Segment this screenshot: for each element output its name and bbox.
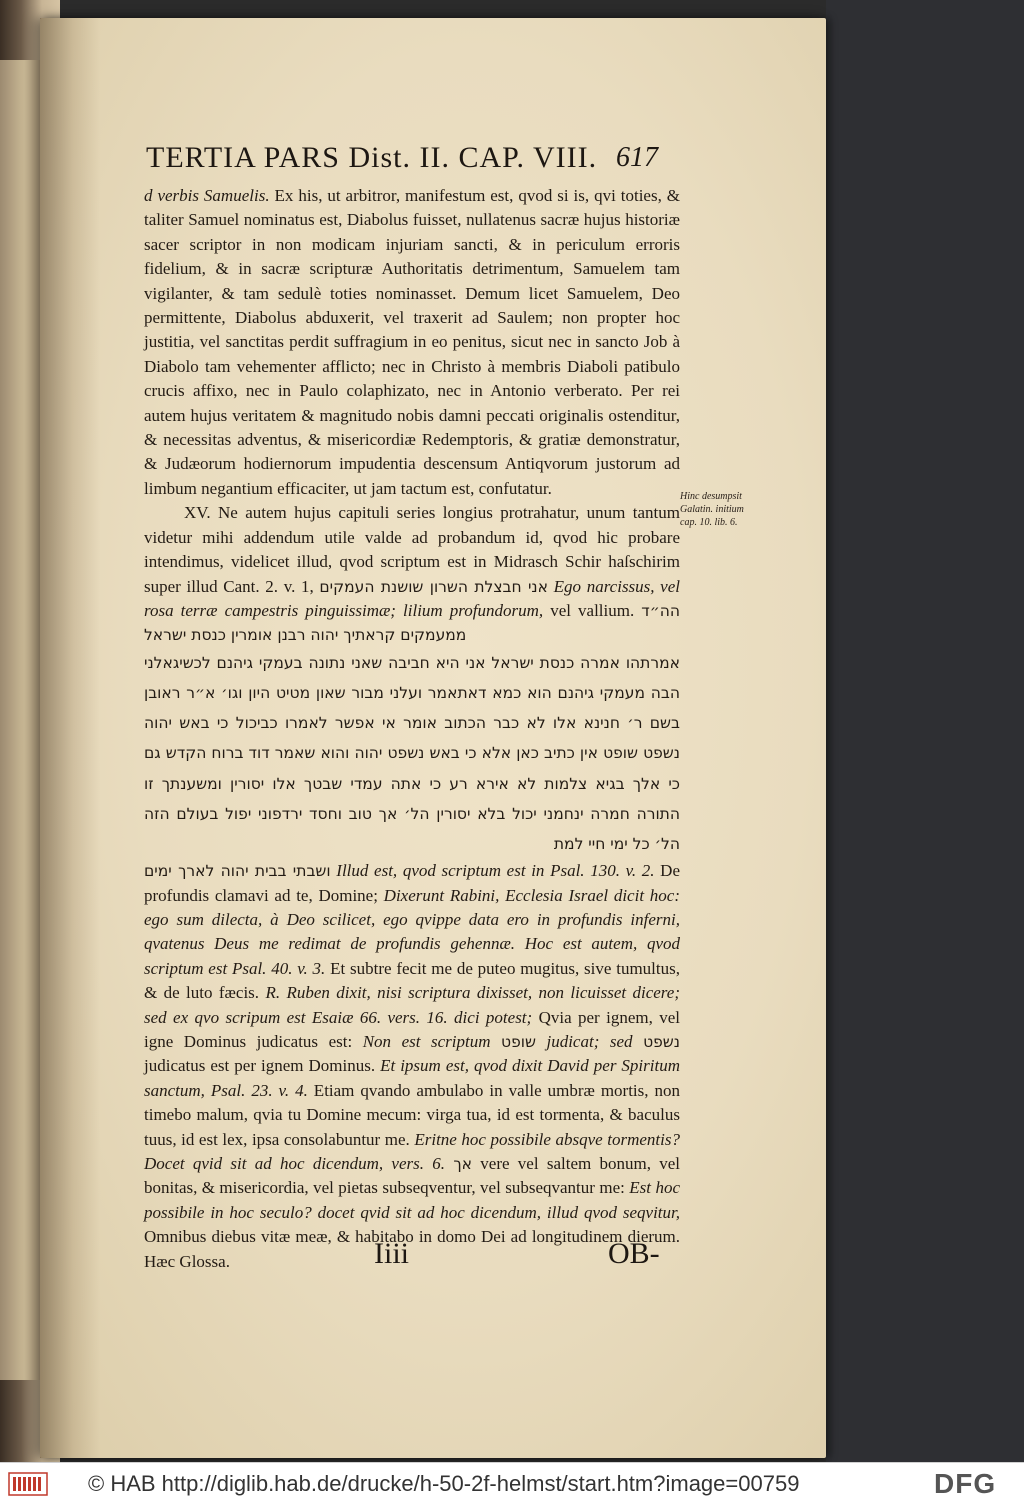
hebrew-text: ושבתי בבית יהוה לארך ימים — [144, 862, 331, 881]
text-span: Est hoc possibile in hoc seculo? docet qvid sit ad hoc dicendum, illud qvod seqvitur, — [144, 1178, 680, 1222]
hebrew-text: אני חבצלת השרון שושנת העמקים — [319, 577, 548, 596]
signature-mark: Iiii — [374, 1237, 409, 1270]
paragraph-2 — [144, 501, 680, 647]
text-span: Illud est, qvod scriptum est in Psal. 130. v. 2. — [330, 861, 655, 881]
hab-logo-icon — [8, 1471, 48, 1497]
hebrew-text: נשפט — [643, 1032, 680, 1051]
hebrew-text: הה״ד ממעמקים קראתיך יהוה רבנן אומרין כנסת ישראל — [144, 601, 680, 645]
text-span: vel vallium. — [543, 600, 635, 620]
source-url-link[interactable]: © HAB http://diglib.hab.de/drucke/h-50-2f-helmst/start.htm?image=00759 — [88, 1471, 800, 1496]
text-span: Eritne hoc possibile absqve tormentis? Docet qvid sit ad hoc dicendum, vers. 6. — [144, 1129, 680, 1174]
dfg-logo: DFG — [934, 1468, 997, 1499]
text-span: Non est scriptum — [352, 1031, 491, 1051]
text-span: vere vel saltem bonum, vel bonitas, & misericordia, vel pietas subseqventur, vel subseqvantur me: — [144, 1154, 680, 1198]
text-span: Ex his, ut arbitror, manifestum est, qvod si is, qvi toties, & taliter Samuel nominatus est, Diabolus fuisset, nullatenus sacræ hujus historiæ sacer scriptor in non modicam injuriam sancti, & in periculum erroris fidelium, & in sacræ scripturæ Authoritatis detrimentum, Samuelem tam vigilanter, & tam sedulè toties nominasset. Demum licet Samuelem, Deo permittente, Diabolus abduxerit, vel traxerit ad Saulem; non propter hoc justitia, vel sanctitas perdit suffragium in eo penitus, sicut nec in sancto Job à Diabolo tam vehementer afflicto; nec in Christo à membris Diaboli patibulo crucis affixo, nec in Paulo colaphizato, nec in Antonio verberato. Per rei autem hujus veritatem & magnitudo nobis damni peccati originalis ostenditur, & necessitas adventus, & misericordiæ Redemptoris, & gratiæ demonstratur, & Judæorum hodiernorum impudentia descensum Antiqvorum justorum ad limbum negantium efficaciter, ut jam tactum est, confutatur. — [144, 186, 680, 498]
text-span: judicat; sed — [535, 1031, 633, 1051]
text-span: De profundis clamavi ad te, Domine; — [144, 861, 681, 905]
marginal-note: Hinc desumpsit Galatin. initium cap. 10. lib. 6. — [680, 491, 744, 528]
running-header: TERTIA PARS Dist. II. CAP. VIII. — [146, 141, 598, 174]
text-span: Qvia per ignem, vel igne Dominus judicatus est: — [144, 1007, 681, 1051]
left-page-edge — [0, 60, 41, 1380]
text-span: XV. Ne autem hujus capituli series longius protrahatur, unum tantum videtur mihi addendum utile valde ad probandum id, qvod hic probare intendimus, videlicet illud, qvod scriptum est in Midrasch Schir haſschirim super illud Cant. 2. v. 1, — [144, 503, 680, 596]
paragraph-3 — [144, 859, 680, 1274]
catchword: OB- — [608, 1237, 660, 1270]
text-span: Omnibus diebus vitæ meæ, & habitabo in domo Dei ad longitudinem dierum. Hæc Glossa. — [144, 1227, 680, 1271]
page-number: 617 — [616, 142, 658, 173]
hebrew-text: שופט — [501, 1032, 536, 1051]
text-span: Dixerunt Rabini, Ecclesia Israel dicit hoc: ego sum dilecta, à Deo scilicet, ego qvippe data ero in profundis inferni, qvatenus Deus me redimat de profundis gehennæ. Hoc est autem, qvod scriptum est Psal. 40. v. 3. — [144, 885, 680, 978]
footer-bar — [0, 1462, 1024, 1505]
text-span: d verbis Samuelis. — [144, 186, 270, 205]
hebrew-text: אך — [453, 1155, 472, 1174]
page-gutter-shadow — [40, 18, 100, 1458]
text-span: Et subtre fecit me de puteo mugitus, sive tumultus, & de luto fæcis. — [144, 958, 680, 1003]
text-span: Etiam qvando ambulabo in valle umbræ mortis, non timebo malum, qvia tu Domine mecum: virga tua, id est tormenta, & baculus tuus, id est lex, ipsa consolabuntur me. — [144, 1080, 680, 1149]
hebrew-block: אמרתהו אמרה כנסת ישראל אני היא חביבה שאני נתונה בעמקי גיהנם לכשיגאלני הבה מעמקי גיהנם הוא כמא דאתאמר ועלני מבור שאון מטיט היון וגו׳ א״ר ראובן בשם ר׳ חנינא אלו לא כבר הכתוב אומר אי אפשר לאמרו כביכול כי באש יהוה נשפט שופט אין כתיב כאן אלא כי באש נשפט יהוה והוא שאמר דוד ברוח הקדש גם כי אלך בגיא צלמות לא אירא רע כי אתה עמדי שבטך אלו יסורין ומשענתך זו התורה חמרה ינחמני יכול בלא יסורין הל׳ אך טוב וחסד ירדפוני יפול בעולם הזה הל׳ כל ימי חיי למת — [144, 653, 680, 853]
text-span: Et ipsum est, qvod dixit David per Spiritum sanctum, Psal. 23. v. 4. — [144, 1056, 680, 1100]
right-background — [826, 0, 1024, 1462]
text-span: judicatus est per ignem Dominus. — [144, 1056, 376, 1076]
text-span: Ego narcissus, vel rosa terræ campestris pinguissimæ; lilium profundorum, — [144, 576, 681, 620]
paragraph-1 — [144, 184, 680, 501]
text-span: R. Ruben dixit, nisi scriptura dixisset, non licuisset dicere; sed ex qvo scripum est Esaiæ 66. vers. 16. dici potest; — [144, 983, 680, 1027]
